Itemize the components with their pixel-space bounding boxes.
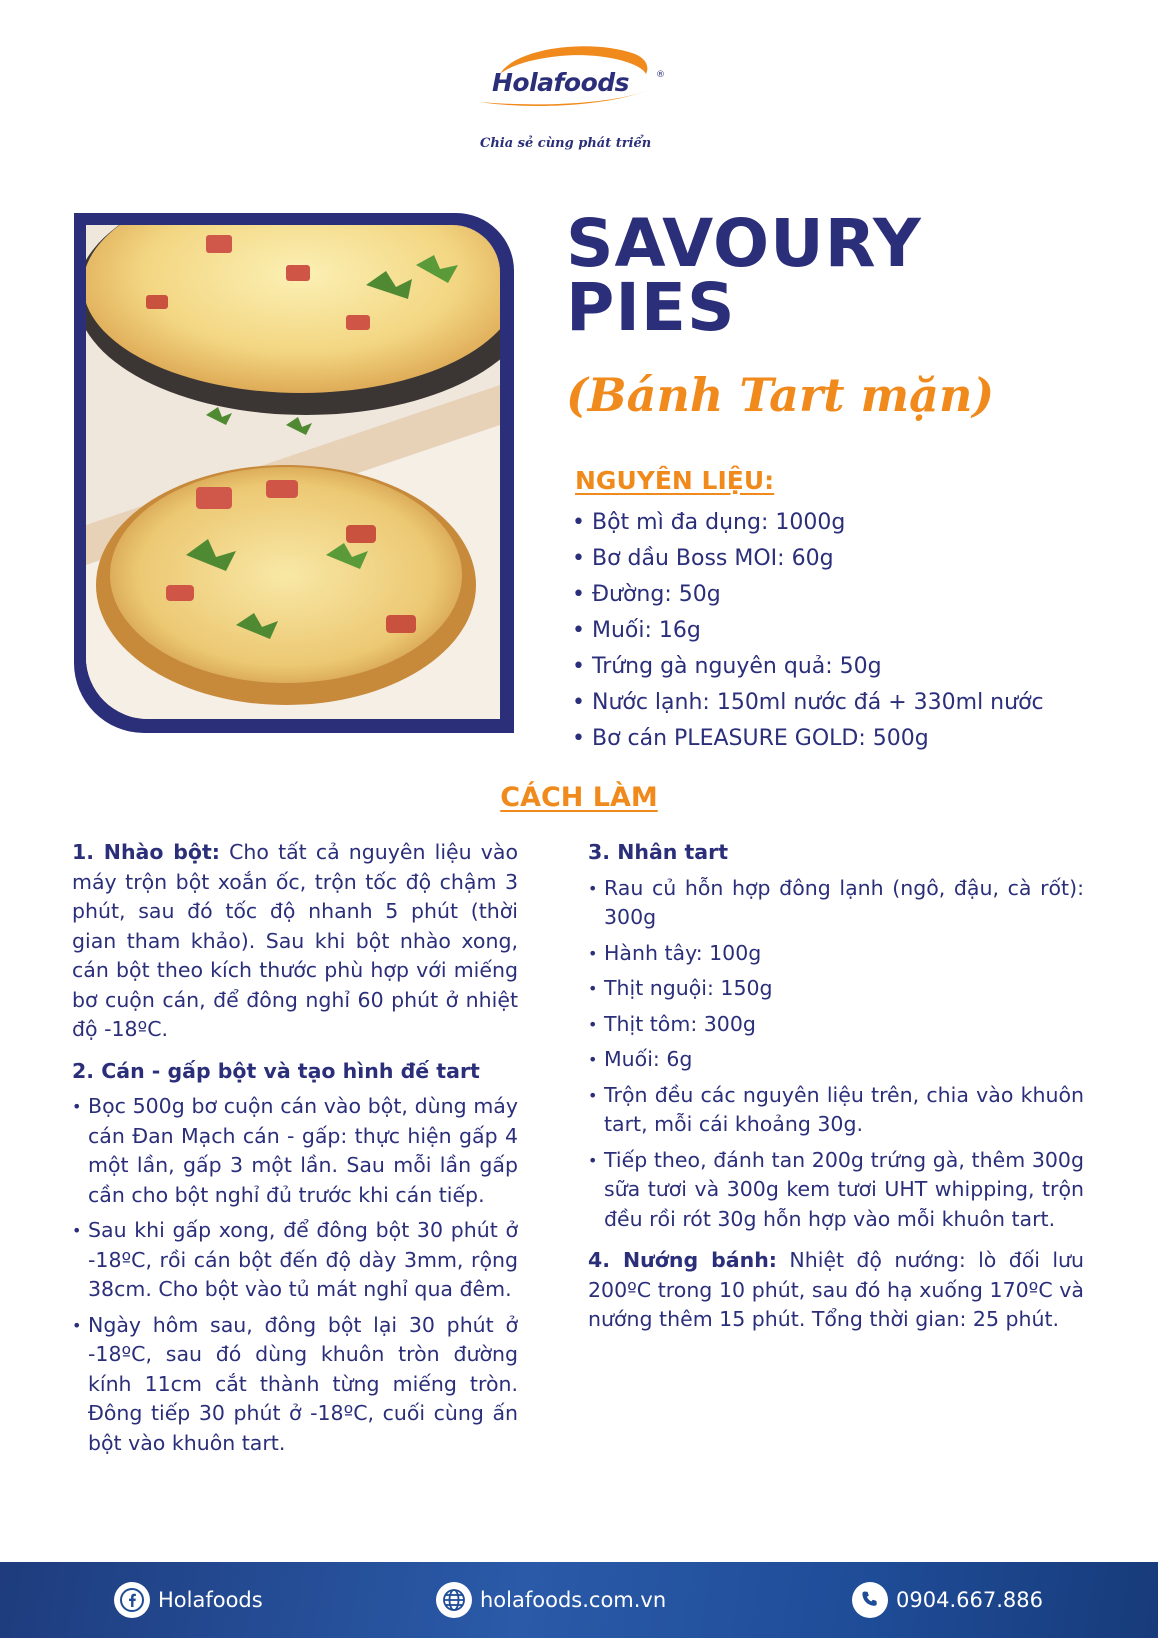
ingredient-item: • Đường: 50g xyxy=(572,577,1132,613)
step3-item: • Tiếp theo, đánh tan 200g trứng gà, thêm 300g sữa tươi và 300g kem tươi UHT whipping, trộn đều rồi rót 30g hỗn hợp vào mỗi khuôn tart. xyxy=(588,1146,1084,1235)
step4-title: 4. Nướng bánh: xyxy=(588,1248,778,1272)
footer-phone-label: 0904.667.886 xyxy=(896,1588,1043,1612)
recipe-subtitle: (Bánh Tart mặn) xyxy=(566,368,995,422)
step4-paragraph xyxy=(588,1246,1084,1335)
ingredient-item: • Bơ cán PLEASURE GOLD: 500g xyxy=(572,721,1132,757)
ingredient-item: • Nước lạnh: 150ml nước đá + 330ml nước xyxy=(572,685,1132,721)
step2-item: • Bọc 500g bơ cuộn cán vào bột, dùng máy cán Đan Mạch cán - gấp: thực hiện gấp 4 một lần, gấp 3 một lần. Sau mỗi lần gấp cần cho bột nghỉ đủ trước khi cán tiếp. xyxy=(72,1092,518,1210)
footer-facebook-link[interactable] xyxy=(114,1580,263,1620)
ingredient-item: • Bơ dầu Boss MOI: 60g xyxy=(572,541,1132,577)
savoury-pie-photo xyxy=(86,225,500,719)
ingredients-list xyxy=(572,505,1132,757)
brand-name: Holafoods xyxy=(492,68,630,97)
ingredients-heading: NGUYÊN LIỆU: xyxy=(575,466,775,495)
step2-item: • Ngày hôm sau, đông bột lại 30 phút ở -18ºC, sau đó dùng khuôn tròn đường kính 11cm cắt thành từng miếng tròn. Đông tiếp 30 phút ở -18ºC, cuối cùng ấn bột vào khuôn tart. xyxy=(72,1311,518,1459)
recipe-title-line2: PIES xyxy=(566,269,736,346)
method-left-column xyxy=(72,838,518,1470)
ingredient-item: • Muối: 16g xyxy=(572,613,1132,649)
step2-list xyxy=(72,1092,518,1458)
pie-illustration xyxy=(86,225,500,719)
globe-icon xyxy=(436,1582,472,1618)
phone-icon xyxy=(852,1582,888,1618)
step3-item: • Trộn đều các nguyên liệu trên, chia vào khuôn tart, mỗi cái khoảng 30g. xyxy=(588,1081,1084,1140)
step1-title: 1. Nhào bột: xyxy=(72,840,220,864)
photo-frame xyxy=(74,213,514,733)
footer-website-link[interactable] xyxy=(436,1580,666,1620)
step3-list xyxy=(588,874,1084,1235)
step3-item: • Thịt nguội: 150g xyxy=(588,974,1084,1004)
step3-item: • Rau củ hỗn hợp đông lạnh (ngô, đậu, cà rốt): 300g xyxy=(588,874,1084,933)
recipe-title-line1: SAVOURY xyxy=(566,205,922,282)
method-heading xyxy=(0,782,1158,813)
method-right-column xyxy=(588,838,1084,1347)
facebook-icon xyxy=(114,1582,150,1618)
step4-text: Nhiệt độ nướng: lò đối lưu 200ºC trong 10 phút, sau đó hạ xuống 170ºC và nướng thêm 15 phút. Tổng thời gian: 25 phút. xyxy=(588,1248,1085,1331)
method-heading-text: CÁCH LÀM xyxy=(500,782,658,813)
step3-item: • Hành tây: 100g xyxy=(588,939,1084,969)
footer-facebook-label: Holafoods xyxy=(158,1588,263,1612)
brand-logo xyxy=(470,40,690,160)
step2-title: 2. Cán - gấp bột và tạo hình đế tart xyxy=(72,1058,480,1083)
footer-bar xyxy=(0,1562,1158,1638)
step1-text: Cho tất cả nguyên liệu vào máy trộn bột xoắn ốc, trộn tốc độ chậm 3 phút, sau đó tốc độ nhanh 5 phút (thời gian tham khảo). Sau khi bột nhào xong, cán bột theo kích thước phù hợp với miếng bơ cuộn cán, để đông nghỉ 60 phút ở nhiệt độ -18ºC. xyxy=(72,840,518,1041)
footer-website-label: holafoods.com.vn xyxy=(480,1588,667,1612)
recipe-title xyxy=(566,205,922,346)
footer-phone-link[interactable] xyxy=(852,1580,1043,1620)
brand-tagline: Chia sẻ cùng phát triển xyxy=(480,136,652,151)
step3-item: • Muối: 6g xyxy=(588,1045,1084,1075)
step3-item: • Thịt tôm: 300g xyxy=(588,1010,1084,1040)
step3-title: 3. Nhân tart xyxy=(588,840,729,864)
step2-item: • Sau khi gấp xong, để đông bột 30 phút ở -18ºC, rồi cán bột đến độ dày 3mm, rộng 38cm. Cho bột vào tủ mát nghỉ qua đêm. xyxy=(72,1216,518,1305)
registered-mark: ® xyxy=(656,70,665,80)
ingredient-item: • Trứng gà nguyên quả: 50g xyxy=(572,649,1132,685)
ingredient-item: • Bột mì đa dụng: 1000g xyxy=(572,505,1132,541)
step1-paragraph xyxy=(72,838,518,1045)
